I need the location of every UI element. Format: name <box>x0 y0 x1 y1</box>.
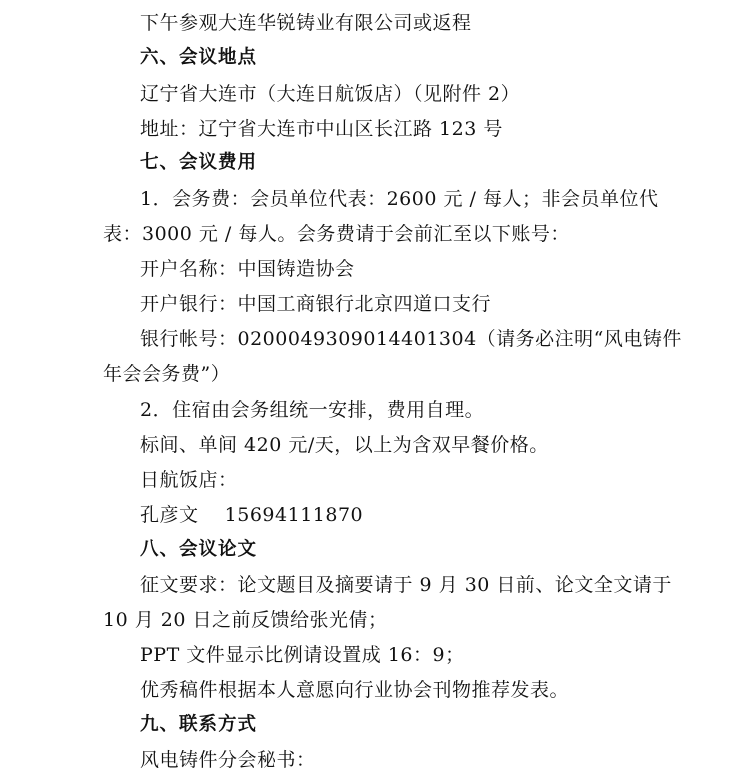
section-heading-fees: 七、会议费用 <box>140 152 258 173</box>
account-number-line-1: 银行帐号：0200049309014401304（请务必注明“风电铸件 <box>140 328 682 350</box>
schedule-line-afternoon: 下午参观大连华锐铸业有限公司或返程 <box>140 12 472 34</box>
venue-address-line: 地址：辽宁省大连市中山区长江路 123 号 <box>140 118 503 140</box>
account-number-line-2: 年会会务费”） <box>103 363 231 385</box>
recommendation-line: 优秀稿件根据本人意愿向行业协会刊物推荐发表。 <box>140 679 570 701</box>
fee-item-2-line: 2．住宿由会务组统一安排，费用自理。 <box>140 399 485 421</box>
section-heading-venue: 六、会议地点 <box>140 47 258 68</box>
paper-requirements-line-2: 10 月 20 日之前反馈给张光倩； <box>103 609 388 631</box>
section-heading-contact: 九、联系方式 <box>140 714 258 735</box>
room-price-line: 标间、单间 420 元/天，以上为含双早餐价格。 <box>140 434 549 456</box>
hotel-name-line: 日航饭店： <box>140 469 238 491</box>
ppt-ratio-line: PPT 文件显示比例请设置成 16：9； <box>140 644 465 666</box>
account-bank-line: 开户银行：中国工商银行北京四道口支行 <box>140 293 492 315</box>
section-heading-papers: 八、会议论文 <box>140 539 258 560</box>
fee-item-1-line-1: 1．会务费：会员单位代表：2600 元 / 每人；非会员单位代 <box>140 188 659 210</box>
paper-requirements-line-1: 征文要求：论文题目及摘要请于 9 月 30 日前、论文全文请于 <box>140 574 672 596</box>
fee-item-1-line-2: 表：3000 元 / 每人。会务费请于会前汇至以下账号： <box>103 223 570 245</box>
contact-secretary-line: 风电铸件分会秘书： <box>140 749 316 771</box>
venue-city-line: 辽宁省大连市（大连日航饭店）（见附件 2） <box>140 83 521 105</box>
hotel-contact-line: 孔彦文 15694111870 <box>140 504 364 526</box>
account-name-line: 开户名称：中国铸造协会 <box>140 258 355 280</box>
